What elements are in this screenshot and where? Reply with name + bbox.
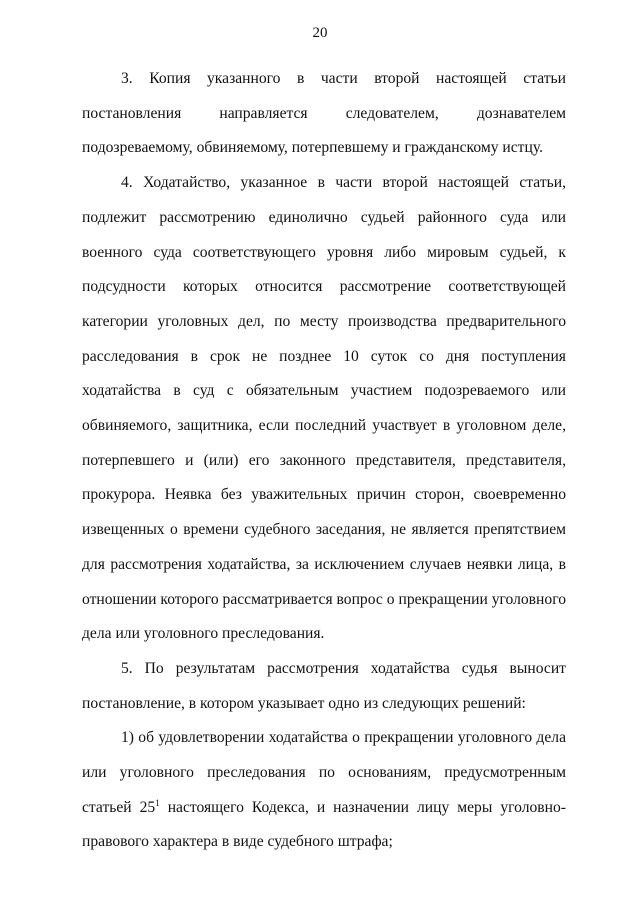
- paragraph-5-item-1-text-after: настоящего Кодекса, и назначении лицу меры уголовно-правового характера в виде судебного штрафа;: [82, 798, 566, 851]
- paragraph-5: 5. По результатам рассмотрения ходатайства судья выносит постановление, в котором указывает одно из следующих решений:: [82, 659, 566, 712]
- paragraph-5-item-1: [82, 721, 566, 860]
- article-superscript: 1: [155, 797, 160, 808]
- paragraph-3: 3. Копия указанного в части второй настоящей статьи постановления направляется следователем, дознавателем подозреваемому, обвиняемому, потерпевшему и гражданскому истцу.: [82, 70, 566, 157]
- page-number: 20: [312, 25, 328, 41]
- paragraph-4: 4. Ходатайство, указанное в части второй настоящей статьи, подлежит рассмотрению единолично судьей районного суда или военного суда соответствующего уровня либо мировым судьей, к подсудности которых относится рассмотрение соответствующей категории уголовных дел, по месту производства предварительного расследования в срок не позднее 10 суток со дня поступления ходатайства в суд с обязательным участием подозреваемого или обвиняемого, защитника, если последний участвует в уголовном деле, потерпевшего и (или) его законного представителя, представителя, прокурора. Неявка без уважительных причин сторон, своевременно извещенных о времени судебного заседания, не является препятствием для рассмотрения ходатайства, за исключением случаев неявки лица, в отношении которого рассматривается вопрос о прекращении уголовного дела или уголовного преследования.: [82, 174, 566, 643]
- document-body: [82, 62, 566, 860]
- paragraph-5-item-1-text-before: 1) об удовлетворении ходатайства о прекращении уголовного дела или уголовного преследования по основаниям, предусмотренным статьей 25: [82, 729, 566, 816]
